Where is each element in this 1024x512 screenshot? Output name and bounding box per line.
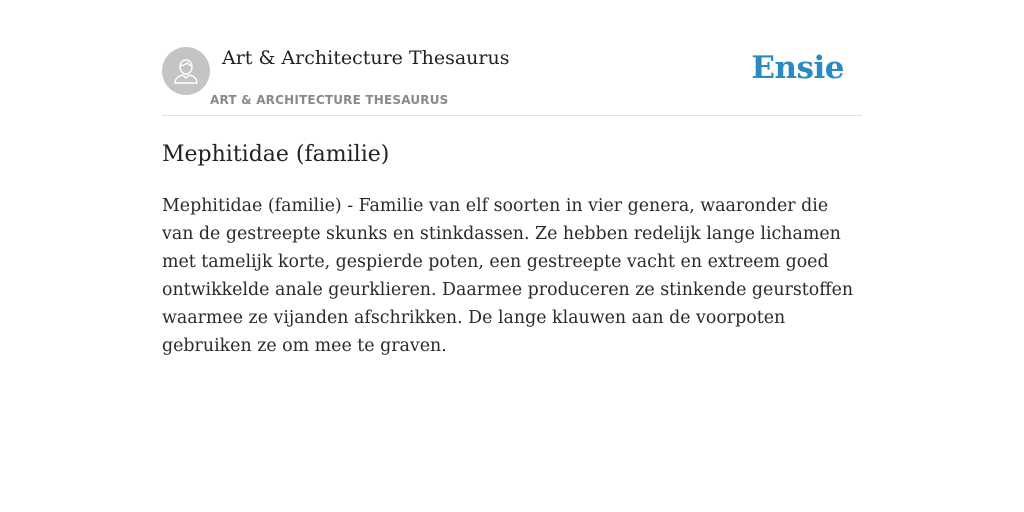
source-title[interactable]: Art & Architecture Thesaurus: [222, 47, 510, 69]
entry-title: Mephitidae (familie): [162, 142, 390, 167]
source-subtitle: ART & ARCHITECTURE THESAURUS: [210, 93, 449, 107]
user-placeholder-icon: [162, 47, 210, 95]
entry-header: [162, 46, 862, 116]
ensie-logo-link[interactable]: Ensie: [751, 50, 844, 86]
source-avatar[interactable]: [162, 47, 210, 95]
entry-definition: Mephitidae (familie) - Familie van elf soorten in vier genera, waaronder die van de gestreepte skunks en stinkdassen. Ze hebben redelijk lange lichamen met tamelijk korte, gespierde poten, een gestreepte vacht en extreem goed ontwikkelde anale geurklieren. Daarmee produceren ze stinkende geurstoffen waarmee ze vijanden afschrikken. De lange klauwen aan de voorpoten gebruiken ze om mee te graven.: [162, 196, 854, 356]
